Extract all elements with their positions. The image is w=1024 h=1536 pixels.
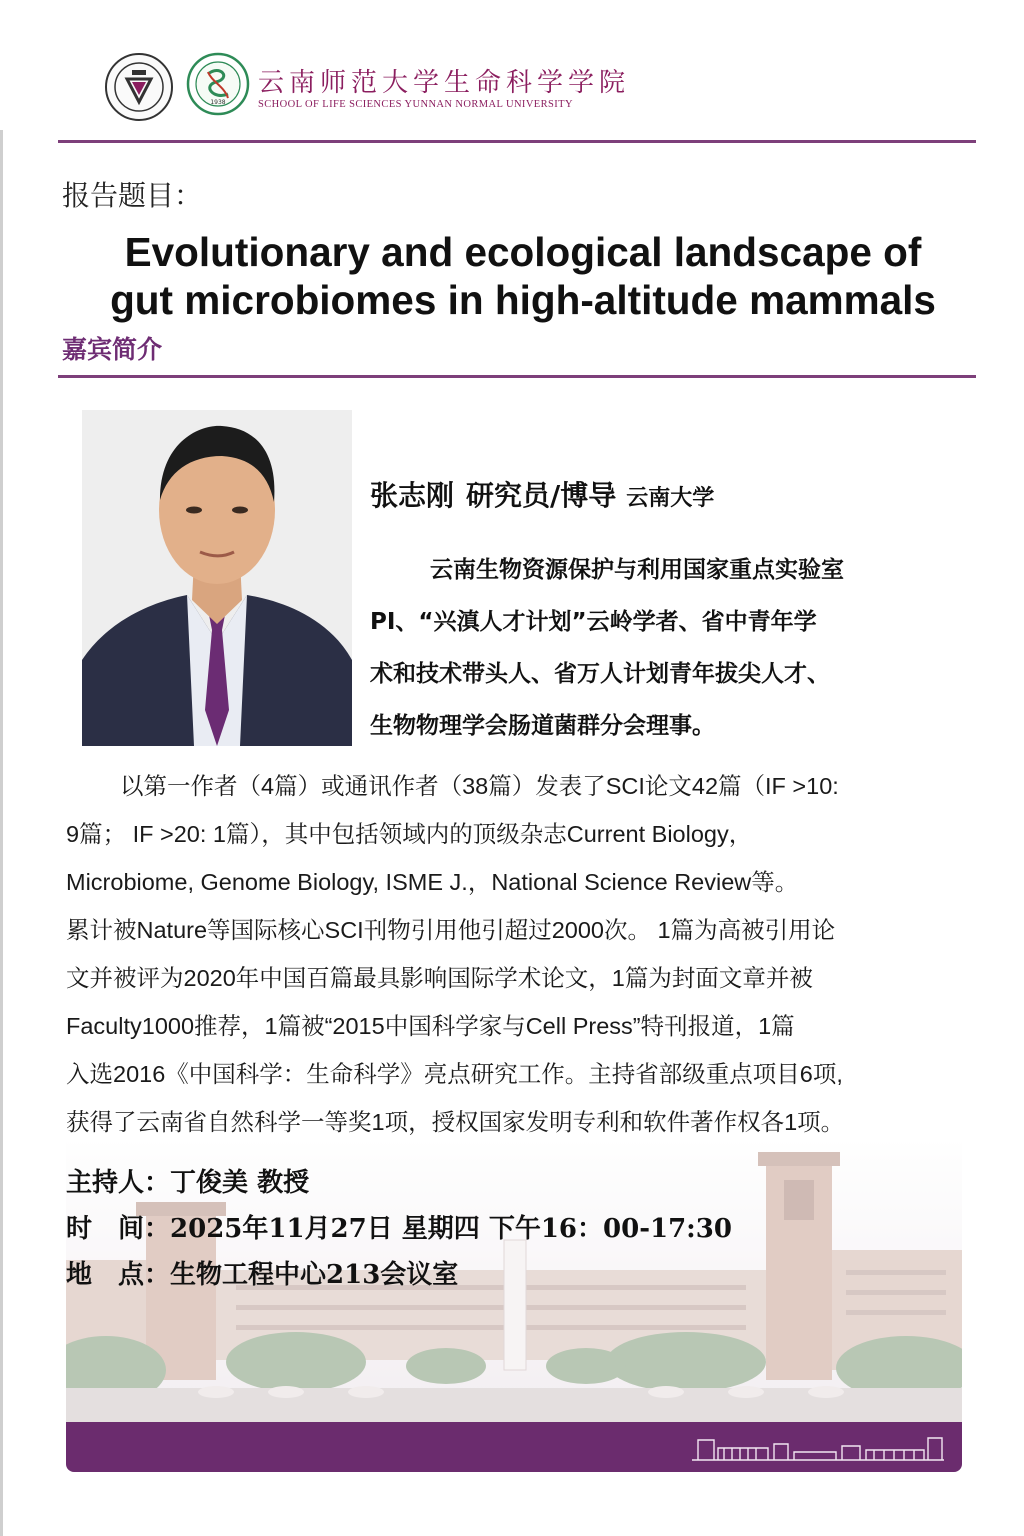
campus-line-art-icon: [688, 1432, 948, 1464]
speaker-affiliation: 云南大学: [626, 486, 715, 511]
bio-long-line: 获得了云南省自然科学一等奖1项，授权国家发明专利和软件著作权各1项。: [66, 1109, 845, 1135]
time-label: 时 间：: [66, 1214, 171, 1244]
left-edge-line: [0, 130, 3, 1536]
university-emblem-icon: [104, 52, 174, 122]
bio-long-line: Microbiome, Genome Biology, ISME J.，National Science Review等。: [66, 869, 799, 895]
top-divider: [58, 140, 976, 143]
bio-long-line: 9篇； IF >20: 1篇），其中包括领域内的顶级杂志Current Biology，: [66, 821, 753, 847]
guest-intro-label: 嘉宾简介: [62, 335, 163, 364]
talk-title: [58, 228, 988, 324]
talk-title-line-2: gut microbiomes in high-altitude mammals: [110, 277, 936, 323]
bio-long-line: 文并被评为2020年中国百篇最具影响国际学术论文，1篇为封面文章并被: [66, 965, 813, 991]
school-name-english: SCHOOL OF LIFE SCIENCES YUNNAN NORMAL UNIVERSITY: [258, 99, 573, 110]
host-row: [66, 1162, 309, 1199]
bio-long-line: 累计被Nature等国际核心SCI刊物引用他引超过2000次。 1篇为高被引用论: [66, 917, 836, 943]
bio-short-line: 术和技术带头人、省万人计划青年拔尖人才、: [370, 661, 830, 687]
bio-long-line: 以第一作者（4篇）或通讯作者（38篇）发表了SCI论文42篇（IF >10:: [120, 773, 839, 799]
place-row: [66, 1254, 458, 1291]
bio-long-line: 入选2016《中国科学：生命科学》亮点研究工作。主持省部级重点项目6项,: [66, 1061, 843, 1087]
event-place: 生物工程中心213会议室: [170, 1260, 459, 1290]
speaker-bio-short: [370, 544, 962, 752]
bio-long-line: Faculty1000推荐，1篇被“2015中国科学家与Cell Press”特刊报道，1篇: [66, 1013, 795, 1039]
footer-band: [66, 1422, 962, 1472]
speaker-heading: [370, 474, 714, 514]
section-divider: [58, 375, 976, 378]
topic-label: 报告题目：: [62, 179, 203, 212]
event-time: 2025年11月27日 星期四 下午16：00-17:30: [170, 1214, 732, 1244]
speaker-title: 研究员/博导: [466, 479, 617, 512]
school-name-chinese: 云南师范大学生命科学学院: [258, 68, 631, 98]
bio-short-line: PI、“兴滇人才计划”云岭学者、省中青年学: [370, 609, 817, 635]
host-label: 主持人：: [66, 1168, 171, 1198]
school-emblem-icon: [186, 52, 250, 116]
talk-title-line-1: Evolutionary and ecological landscape of: [124, 229, 922, 275]
bio-short-line: 云南生物资源保护与利用国家重点实验室: [430, 557, 844, 583]
bio-short-line: 生物物理学会肠道菌群分会理事。: [370, 713, 715, 739]
speaker-name: 张志刚: [370, 479, 455, 512]
time-row: [66, 1208, 732, 1245]
speaker-portrait: [82, 410, 352, 746]
host-name: 丁俊美 教授: [170, 1168, 310, 1198]
place-label: 地 点：: [66, 1260, 171, 1290]
speaker-bio-long: [66, 762, 966, 1146]
logo-year: 1938: [210, 99, 226, 106]
